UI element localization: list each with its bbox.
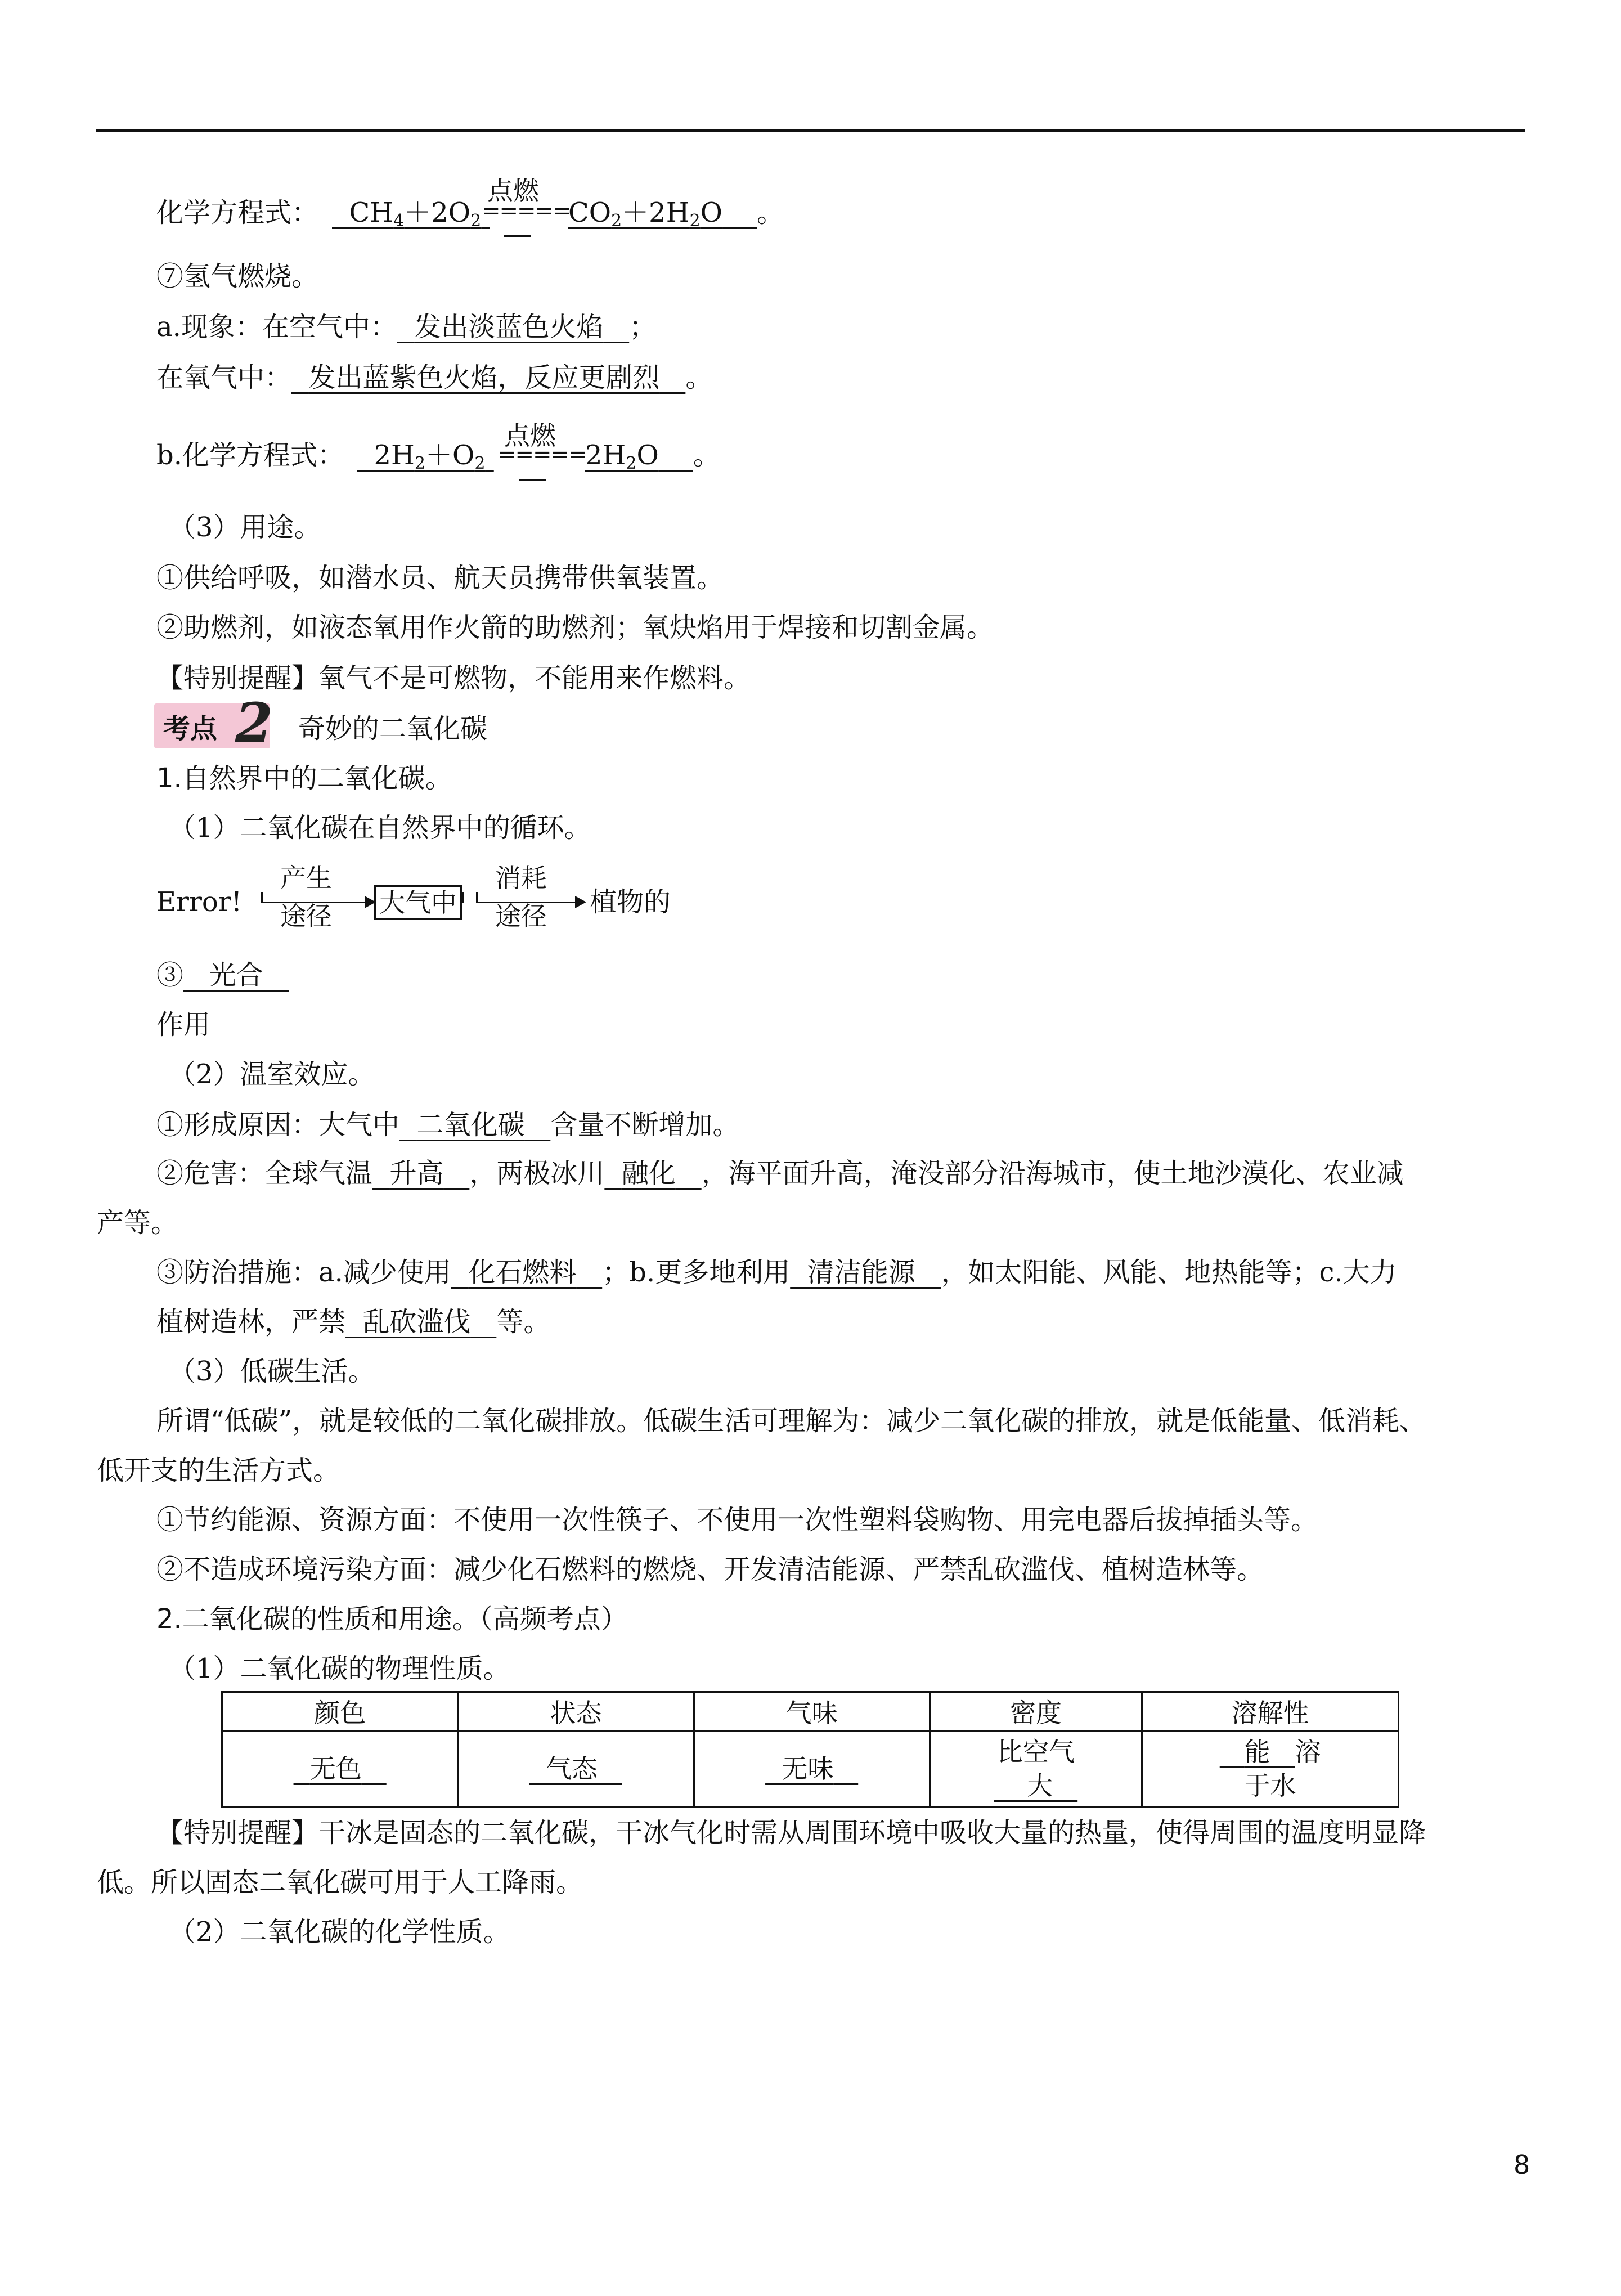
header-rule	[96, 129, 1525, 132]
table-header-row	[222, 1692, 1399, 1731]
eq2-rhs: $2H_2O$ 。	[585, 440, 720, 473]
kaodian-label: 考点	[163, 713, 218, 745]
low-carbon-title: （3）低碳生活。	[169, 1356, 375, 1387]
special-reminder-1: 【特别提醒】氧气不是可燃物，不能用来作燃料。	[156, 662, 751, 694]
eq1-rhs: $CO_2+2H_2O$ 。	[568, 197, 784, 231]
cycle-consume-1: 消耗	[495, 863, 547, 893]
table-header-cell: 气味	[694, 1692, 930, 1731]
table-cell-state: 气态	[458, 1731, 694, 1807]
table-cell-smell: 无味	[694, 1731, 930, 1807]
section-1-title: 1.自然界中的二氧化碳。	[156, 763, 452, 794]
table-header-cell: 密度	[930, 1692, 1142, 1731]
eq2-arrow-bar	[519, 479, 546, 481]
eq1-arrow: =====	[482, 198, 571, 224]
table-header-cell: 状态	[458, 1692, 694, 1731]
table-header-cell: 溶解性	[1142, 1692, 1399, 1731]
table-cell-solubility: 能 溶 于水	[1142, 1731, 1399, 1807]
eq2-rhs-formula: $2H_2O$	[585, 440, 659, 473]
greenhouse-title: （2）温室效应。	[169, 1059, 375, 1090]
cycle-photosynthesis-end: 作用	[156, 1009, 211, 1041]
low-carbon-desc-cont: 低开支的生活方式。	[97, 1455, 340, 1486]
cycle-plant-text: 植物的	[590, 886, 671, 918]
greenhouse-harm-blank-2: 融化	[621, 1158, 676, 1189]
h2-title: ⑦氢气燃烧。	[156, 261, 319, 292]
cycle-photosynthesis-line: ③ 光合	[156, 959, 263, 991]
uses-item-2: ②助燃剂，如液态氧用作火箭的助燃剂；氧炔焰用于焊接和切割金属。	[156, 612, 994, 643]
kaodian-number: 2	[235, 691, 273, 755]
special-reminder-2: 【特别提醒】干冰是固态的二氧化碳，干冰气化时需从周围环境中吸收大量的热量，使得周围的温度明显降	[156, 1817, 1426, 1849]
eq1-lhs-formula: $CH_4+2O_2$	[349, 197, 482, 231]
greenhouse-measures-blank-1: 化石燃料	[468, 1257, 577, 1288]
chemical-props-title: （2）二氧化碳的化学性质。	[169, 1916, 510, 1948]
cycle-tick-2	[462, 892, 464, 903]
physical-props-table	[221, 1691, 1399, 1808]
cycle-title: （1）二氧化碳在自然界中的循环。	[169, 812, 591, 844]
greenhouse-harm: ②危害：全球气温 升高 ，两极冰川 融化 ，海平面升高，淹没部分沿海城市，使土地沙漠化、农业减	[156, 1158, 1404, 1189]
eq1-arrow-bar	[504, 235, 531, 237]
greenhouse-harm-cont: 产等。	[97, 1207, 178, 1239]
greenhouse-measures-cont: 植树造林，严禁 乱砍滥伐 等。	[156, 1306, 551, 1338]
cycle-produce-1: 产生	[280, 863, 332, 893]
h2-air-line: a.现象：在空气中： 发出淡蓝色火焰 ；	[156, 311, 657, 343]
uses-item-1: ①供给呼吸，如潜水员、航天员携带供氧装置。	[156, 562, 724, 594]
low-carbon-item-1: ①节约能源、资源方面：不使用一次性筷子、不使用一次性塑料袋购物、用完电器后拔掉插头等。	[156, 1504, 1318, 1536]
greenhouse-harm-blank-1: 升高	[389, 1158, 444, 1189]
eq2-prefix: b.化学方程式：	[156, 440, 344, 471]
greenhouse-measures: ③防治措施：a.减少使用 化石燃料 ；b.更多地利用 清洁能源 ，如太阳能、风能、地热能等；c.大力	[156, 1257, 1397, 1288]
eq2-lhs	[357, 437, 494, 482]
cycle-tick-3	[476, 892, 478, 903]
cycle-atmosphere-box: 大气中	[374, 885, 462, 920]
h2-oxygen-blank: 发出蓝紫色火焰，反应更剧烈	[308, 362, 660, 393]
cycle-produce-2: 途径	[280, 901, 332, 931]
greenhouse-measures-blank-3: 乱砍滥伐	[362, 1306, 471, 1338]
page-number: 8	[1514, 2150, 1530, 2180]
section-2-title: 2.二氧化碳的性质和用途。（高频考点）	[156, 1603, 628, 1635]
eq1-condition: 点燃	[487, 176, 539, 206]
greenhouse-cause-blank: 二氧化碳	[416, 1109, 525, 1141]
special-reminder-2-cont: 低。所以固态二氧化碳可用于人工降雨。	[97, 1867, 583, 1898]
eq1-rhs-formula: $CO_2+2H_2O$	[568, 197, 723, 231]
table-header-cell: 颜色	[222, 1692, 458, 1731]
h2-air-blank: 发出淡蓝色火焰	[414, 311, 604, 343]
eq2-condition: 点燃	[504, 420, 556, 451]
low-carbon-item-2: ②不造成环境污染方面：减少化石燃料的燃烧、开发清洁能源、严禁乱砍滥伐、植树造林等。	[156, 1554, 1264, 1585]
uses-title: （3）用途。	[169, 512, 321, 543]
greenhouse-measures-blank-2: 清洁能源	[807, 1257, 915, 1288]
low-carbon-desc: 所谓“低碳”，就是较低的二氧化碳排放。低碳生活可理解为：减少二氧化碳的排放，就是低能量、低消耗、	[156, 1405, 1427, 1437]
kaodian-title: 奇妙的二氧化碳	[298, 713, 488, 745]
physical-props-title: （1）二氧化碳的物理性质。	[169, 1653, 510, 1684]
cycle-consume-2: 途径	[495, 901, 547, 931]
table-cell-color: 无色	[222, 1731, 458, 1807]
greenhouse-cause: ①形成原因：大气中 二氧化碳 含量不断增加。	[156, 1109, 740, 1141]
cycle-arrow-2-head	[575, 896, 586, 908]
h2-oxygen-line: 在氧气中： 发出蓝紫色火焰，反应更剧烈 。	[156, 362, 713, 393]
table-cell-density: 比空气 大	[930, 1731, 1142, 1807]
eq1-lhs	[332, 194, 490, 240]
eq1-prefix: 化学方程式：	[156, 197, 319, 228]
eq2-lhs-formula: $2H_2+O_2$	[374, 440, 486, 473]
cycle-error-text: Error!	[156, 886, 243, 918]
eq2-arrow: =====	[497, 442, 586, 468]
cycle-photosynthesis-blank: 光合	[209, 959, 263, 991]
table-row	[222, 1731, 1399, 1807]
